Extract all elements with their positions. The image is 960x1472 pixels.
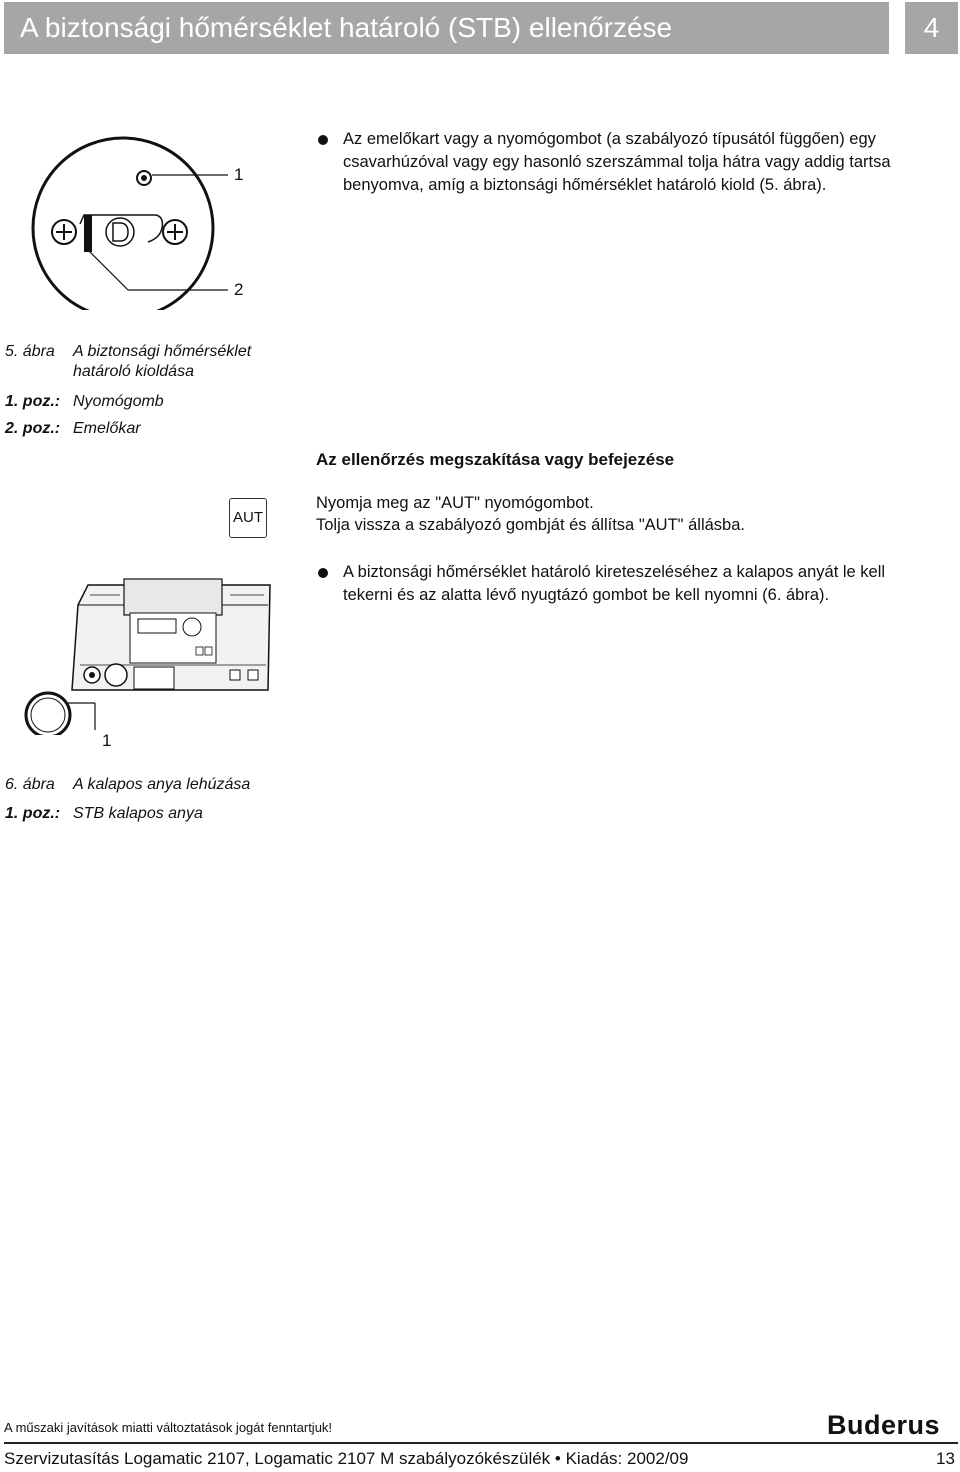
page-number: 13 xyxy=(936,1449,955,1468)
instruction-press-aut: Nyomja meg az "AUT" nyomógombot. xyxy=(316,494,594,512)
callout-1: 1 xyxy=(234,165,244,184)
callout-2: 2 xyxy=(234,280,244,299)
figure-5-pos2 xyxy=(5,420,265,440)
bullet-dot xyxy=(318,568,328,578)
header-bar xyxy=(4,2,889,54)
bullet-2-line2: tekerni és az alatta lévő nyugtázó gombot be kell nyomni (6. ábra). xyxy=(343,586,830,604)
footer-text: Szervizutasítás Logamatic 2107, Logamatic 2107 M szabályozókészülék • Kiadás: 2002/09 xyxy=(4,1449,689,1468)
pos1-label: 1. poz.: xyxy=(5,393,61,410)
bullet-1-line1: Az emelőkart vagy a nyomógombot (a szabályozó típusától függően) egy xyxy=(343,130,876,148)
figure-6-drawing xyxy=(20,575,280,735)
instruction-reset-knob: Tolja vissza a szabályozó gombját és állítsa "AUT" állásba. xyxy=(316,516,745,534)
aut-button-icon: AUT xyxy=(229,498,267,538)
footer-rule xyxy=(4,1442,958,1444)
pos1-text: Nyomógomb xyxy=(73,393,164,410)
section-heading: Az ellenőrzés megszakítása vagy befejezése xyxy=(316,450,675,469)
pos2-text: Emelőkar xyxy=(73,420,141,437)
chapter-box xyxy=(905,2,958,54)
figure-5-drawing xyxy=(28,120,268,310)
page-title: A biztonsági hőmérséklet határoló (STB) ellenőrzése xyxy=(20,12,673,43)
pos1-text: STB kalapos anya xyxy=(73,805,203,822)
brand-logo: Buderus xyxy=(827,1410,941,1440)
figure-5-title-line1: A biztonsági hőmérséklet xyxy=(73,343,252,360)
pos2-label: 2. poz.: xyxy=(5,420,61,437)
figure-6-label: 6. ábra xyxy=(5,776,55,793)
figure-5-label: 5. ábra xyxy=(5,343,55,360)
pos1-label: 1. poz.: xyxy=(5,805,61,822)
figure-6-title: A kalapos anya lehúzása xyxy=(73,776,251,793)
figure-5-title-line2: határoló kioldása xyxy=(73,363,194,380)
figure-6-caption xyxy=(5,776,265,796)
figure-5-caption xyxy=(5,343,265,363)
bullet-2-line1: A biztonsági hőmérséklet határoló kireteszeléséhez a kalapos anyát le kell xyxy=(343,563,886,581)
figure-6-pos1 xyxy=(5,805,265,825)
figure-5-pos1 xyxy=(5,393,265,413)
chapter-number: 4 xyxy=(923,12,940,43)
callout-1: 1 xyxy=(102,731,112,750)
bullet-dot xyxy=(318,135,328,145)
figure-5-caption-cont xyxy=(5,363,265,383)
bullet-1-line2: csavarhúzóval vagy egy hasonló szerszámmal tolja hátra vagy addig tartsa xyxy=(343,153,891,171)
bullet-1-line3: benyomva, amíg a biztonsági hőmérséklet határoló kiold (5. ábra). xyxy=(343,176,827,194)
footer-note: A műszaki javítások miatti változtatások jogát fenntartjuk! xyxy=(4,1420,333,1435)
